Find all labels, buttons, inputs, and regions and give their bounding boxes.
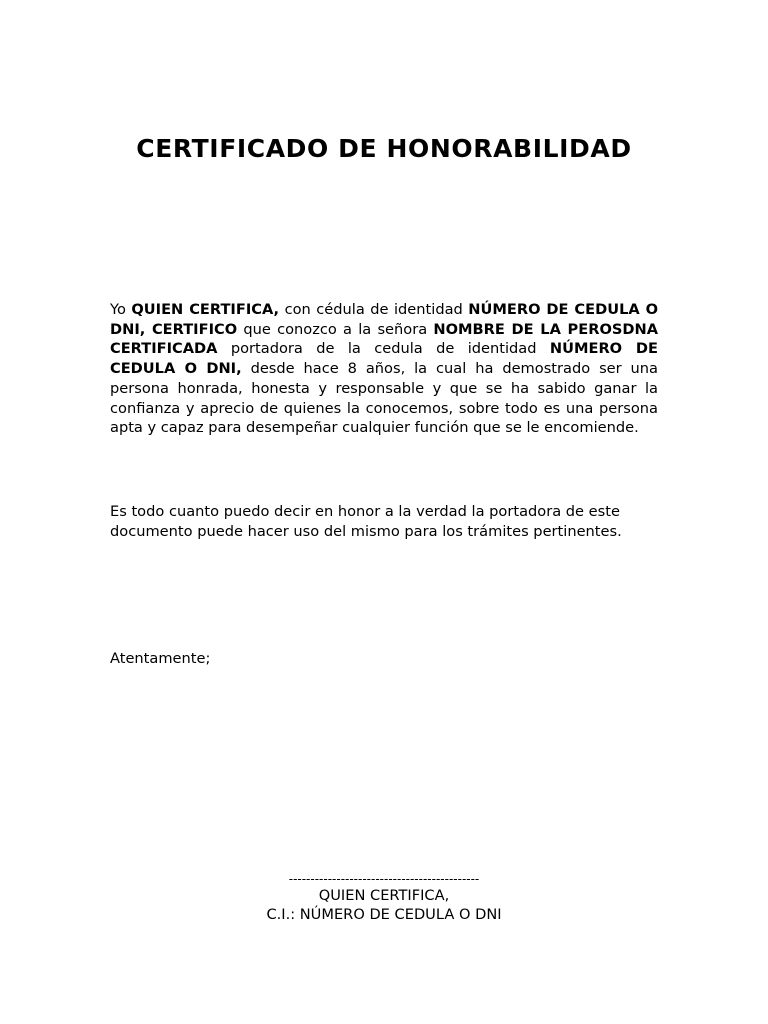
usage-paragraph: Es todo cuanto puedo decir en honor a la verdad la portadora de este documento puede hacer uso del mismo para los trámites pertinentes. [110,503,622,540]
signature-name: QUIEN CERTIFICA, [318,887,450,904]
certified-person-id: NÚMERO DE CEDULA O DNI, [110,340,658,378]
document-title: CERTIFICADO DE HONORABILIDAD [136,134,632,163]
paragraph-text: portadora de la cedula de identidad [217,340,550,358]
certified-person-name: NOMBRE DE LA PEROSDNA CERTIFICADA [110,320,658,358]
certifier-name: QUIEN CERTIFICA, [131,301,280,318]
closing-salutation: Atentamente; [110,650,211,667]
certifier-id-and-certifico: NÚMERO DE CEDULA O DNI, CERTIFICO [110,301,658,338]
paragraph-text: desde hace 8 años, la cual ha demostrado ser una persona honrada, honesta y responsable y que se ha sabido ganar la confianza y aprecio de quienes la conocemos, sobre todo es una persona apta y capaz para desempeñar cualquier función que se le encomiende. [110,360,659,437]
signature-id: C.I.: NÚMERO DE CEDULA O DNI [266,905,502,923]
paragraph-text: con cédula de identidad [279,301,469,318]
paragraph-text: que conozco a la señora [237,320,434,338]
paragraph-text: Yo [110,301,132,318]
signature-line: -------------------------------------------- [288,872,480,886]
signature-block [0,871,768,924]
certification-paragraph [110,300,658,438]
